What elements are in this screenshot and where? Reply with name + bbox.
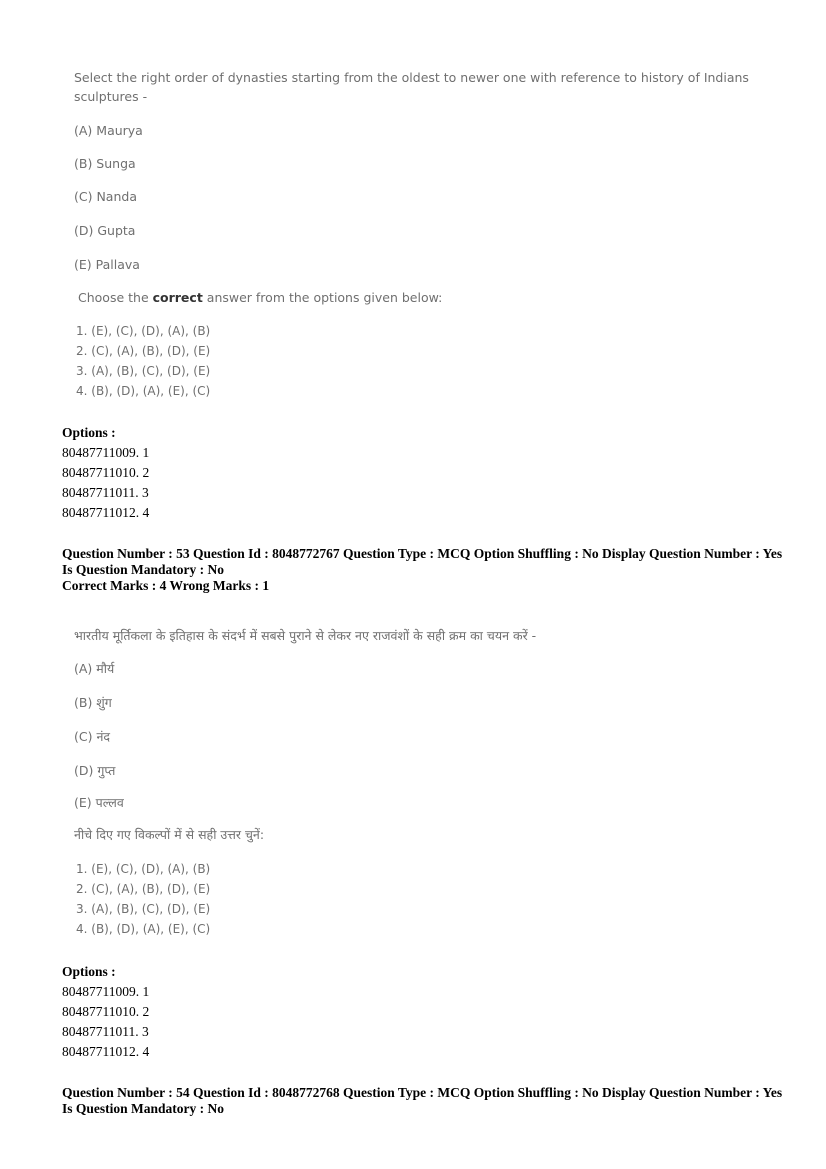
option-id: 80487711011. 3 <box>62 1024 149 1039</box>
item-e: (E) पल्लव <box>74 795 124 810</box>
item-d: (D) Gupta <box>74 223 136 238</box>
options-header: Options : <box>62 425 116 440</box>
meta-line: Question Number : 53 Question Id : 8048772767 Question Type : MCQ Option Shuffling : No Display Question Number : Yes <box>62 546 783 561</box>
option-id: 80487711012. 4 <box>62 505 150 520</box>
item-c: (C) नंद <box>74 729 111 744</box>
option-id: 80487711009. 1 <box>62 445 150 460</box>
answer-3: 3. (A), (B), (C), (D), (E) <box>76 364 211 378</box>
question-stem: भारतीय मूर्तिकला के इतिहास के संदर्भ में सबसे पुराने से लेकर नए राजवंशों के सही क्रम का चयन करें - <box>74 628 537 643</box>
question-stem: Select the right order of dynasties starting from the oldest to newer one with reference to history of Indians sculptures - <box>74 70 749 104</box>
answer-3: 3. (A), (B), (C), (D), (E) <box>76 902 211 916</box>
item-c: (C) Nanda <box>74 189 137 204</box>
item-e: (E) Pallava <box>74 257 140 272</box>
item-b: (B) शुंग <box>74 695 112 710</box>
question-53-block <box>74 626 784 936</box>
item-b: (B) Sunga <box>74 156 136 171</box>
choose-instruction: Choose the correct answer from the options given below: <box>78 290 443 305</box>
choose-instruction: नीचे दिए गए विकल्पों में से सही उत्तर चुनें: <box>74 827 265 842</box>
options-list-53 <box>62 962 149 1062</box>
meta-line: Is Question Mandatory : No <box>62 562 225 577</box>
option-id: 80487711010. 2 <box>62 1004 150 1019</box>
options-header: Options : <box>62 964 116 979</box>
meta-line: Is Question Mandatory : No <box>62 1101 225 1116</box>
meta-line: Question Number : 54 Question Id : 8048772768 Question Type : MCQ Option Shuffling : No Display Question Number : Yes <box>62 1085 783 1100</box>
answer-1: 1. (E), (C), (D), (A), (B) <box>76 324 211 338</box>
question-53-meta <box>62 546 802 594</box>
item-a: (A) मौर्य <box>74 661 115 676</box>
meta-line: Correct Marks : 4 Wrong Marks : 1 <box>62 578 270 593</box>
question-52-block <box>74 68 784 398</box>
options-list-52 <box>62 423 149 523</box>
item-d: (D) गुप्त <box>74 763 116 778</box>
answer-2: 2. (C), (A), (B), (D), (E) <box>76 882 211 896</box>
item-a: (A) Maurya <box>74 123 143 138</box>
question-54-meta <box>62 1085 802 1117</box>
option-id: 80487711009. 1 <box>62 984 150 999</box>
choose-emphasis: correct <box>152 290 203 305</box>
option-id: 80487711010. 2 <box>62 465 150 480</box>
answer-4: 4. (B), (D), (A), (E), (C) <box>76 384 211 398</box>
option-id: 80487711012. 4 <box>62 1044 150 1059</box>
option-id: 80487711011. 3 <box>62 485 149 500</box>
answer-4: 4. (B), (D), (A), (E), (C) <box>76 922 211 936</box>
answer-1: 1. (E), (C), (D), (A), (B) <box>76 862 211 876</box>
answer-2: 2. (C), (A), (B), (D), (E) <box>76 344 211 358</box>
